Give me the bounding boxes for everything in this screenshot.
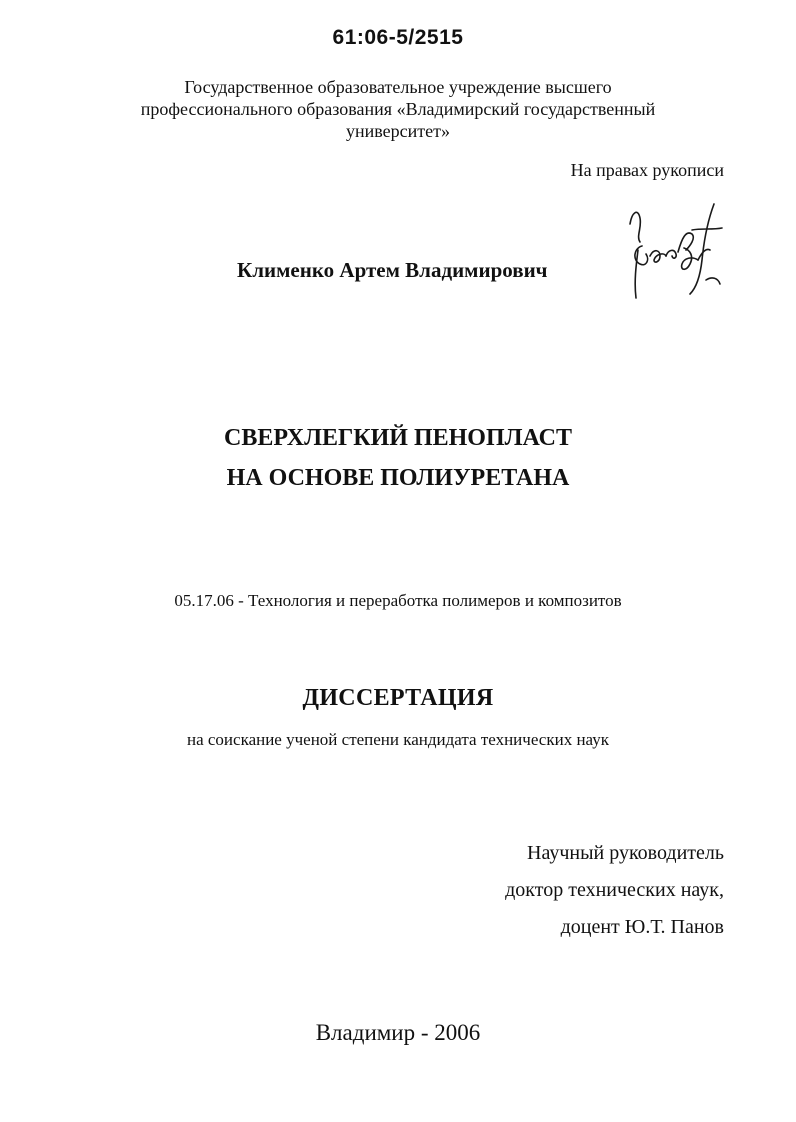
institution-name <box>0 76 796 142</box>
institution-line-1: Государственное образовательное учреждение высшего <box>184 77 612 97</box>
handwritten-signature <box>620 190 730 305</box>
city-year: Владимир - 2006 <box>315 1020 481 1045</box>
title-line-2: НА ОСНОВЕ ПОЛИУРЕТАНА <box>226 465 570 491</box>
archive-code: 61:06-5/2515 <box>332 26 464 49</box>
author-name: Клименко Артем Владимирович <box>237 258 548 282</box>
supervisor-degree: доктор технических наук, <box>505 879 724 901</box>
institution-line-3: университет» <box>346 121 450 141</box>
degree-line: на соискание ученой степени кандидата технических наук <box>186 730 609 749</box>
document-type: ДИССЕРТАЦИЯ <box>302 685 494 711</box>
supervisor-role: Научный руководитель <box>527 842 724 864</box>
dissertation-title <box>0 418 796 498</box>
supervisor-name: доцент Ю.Т. Панов <box>560 916 724 938</box>
specialty-code: 05.17.06 - Технология и переработка полимеров и композитов <box>174 591 622 610</box>
supervisor-block <box>505 835 724 946</box>
institution-line-2: профессионального образования «Владимирский государственный <box>140 99 656 119</box>
rights-note: На правах рукописи <box>570 160 724 180</box>
title-line-1: СВЕРХЛЕГКИЙ ПЕНОПЛАСТ <box>224 425 572 451</box>
